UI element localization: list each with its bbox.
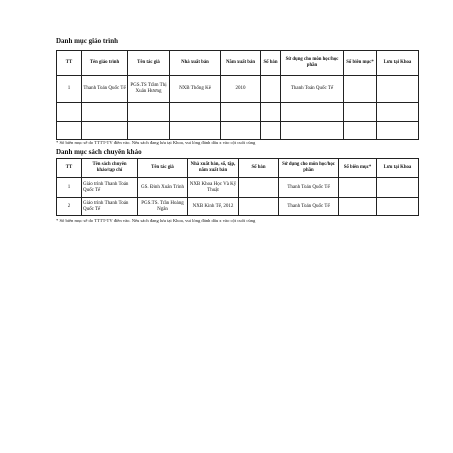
table-row xyxy=(57,198,419,216)
table-row xyxy=(57,103,419,122)
table-cell xyxy=(239,178,279,198)
table-cell xyxy=(170,103,221,122)
table-cell xyxy=(344,76,377,103)
table-cell xyxy=(82,122,128,140)
table-cell: Thanh Toán Quốc Tế xyxy=(82,76,128,103)
table-cell xyxy=(344,122,377,140)
table-cell: Giáo trình Thanh Toán Quốc Tế xyxy=(82,178,138,198)
table-cell xyxy=(377,103,419,122)
header-cell: Năm xuất bản xyxy=(221,51,261,76)
header-cell: Nhà xuất bản, số, tập, năm xuất bản xyxy=(188,159,239,178)
header-cell: Lưu tại Khoa xyxy=(377,51,419,76)
table-cell xyxy=(339,178,377,198)
table-row xyxy=(57,122,419,140)
header-cell: Số biên mục* xyxy=(339,159,377,178)
header-cell: Tên tác giả xyxy=(128,51,170,76)
table-cell: GS. Đinh Xuân Trình xyxy=(138,178,188,198)
table-cell: Thanh Toán Quốc Tế xyxy=(281,76,344,103)
table-cell: NXB Thống Kê xyxy=(170,76,221,103)
header-cell: Sử dụng cho môn học/học phần xyxy=(281,51,344,76)
table-cell: 2010 xyxy=(221,76,261,103)
section1-title: Danh mục giáo trình xyxy=(56,37,119,45)
header-cell: Lưu tại Khoa xyxy=(377,159,419,178)
table-cell xyxy=(170,122,221,140)
header-cell: Nhà xuất bản xyxy=(170,51,221,76)
table-cell: 2 xyxy=(57,198,82,216)
table-header-row xyxy=(57,51,419,76)
table-row xyxy=(57,178,419,198)
table-cell xyxy=(377,122,419,140)
table-cell xyxy=(261,76,281,103)
table-cell xyxy=(377,198,419,216)
table-cell: 1 xyxy=(57,76,82,103)
table-cell xyxy=(221,122,261,140)
monograph-table xyxy=(56,158,419,216)
table-cell: 1 xyxy=(57,178,82,198)
textbook-table xyxy=(56,50,419,140)
table-cell xyxy=(82,103,128,122)
section2-title: Danh mục sách chuyên khảo xyxy=(56,148,142,156)
header-cell: Sử dụng cho môn học/học phần xyxy=(279,159,339,178)
table-cell: PGS.TS. Trần Hoàng Ngân xyxy=(138,198,188,216)
table-cell xyxy=(128,122,170,140)
header-cell: Tên giáo trình xyxy=(82,51,128,76)
table-cell xyxy=(57,103,82,122)
header-cell: TT xyxy=(57,51,82,76)
table-cell: PGS.TS Trầm Thị Xuân Hương xyxy=(128,76,170,103)
table-row xyxy=(57,76,419,103)
header-cell: Tên tác giả xyxy=(138,159,188,178)
table-cell xyxy=(339,198,377,216)
table-cell xyxy=(57,122,82,140)
header-cell: Tên sách chuyên khảo/tạp chí xyxy=(82,159,138,178)
header-cell: Số bản xyxy=(261,51,281,76)
table-cell xyxy=(239,198,279,216)
table-cell: NXB Khoa Học Và Kỹ Thuật xyxy=(188,178,239,198)
section2-note: * Số biên mục sẽ do TTTT-TV điền vào. Nếu sách đang lưu tại Khoa, vui lòng đánh dấu x vào cột cuối cùng xyxy=(56,218,256,223)
table-cell xyxy=(377,178,419,198)
header-cell: TT xyxy=(57,159,82,178)
table-cell xyxy=(344,103,377,122)
table-cell: Thanh Toán Quốc Tế xyxy=(279,198,339,216)
table-cell xyxy=(128,103,170,122)
table-cell: NXB Kinh Tế, 2012 xyxy=(188,198,239,216)
table-cell xyxy=(281,103,344,122)
table-cell xyxy=(377,76,419,103)
table-cell: Thanh Toán Quốc Tế xyxy=(279,178,339,198)
header-cell: Số bản xyxy=(239,159,279,178)
table-cell xyxy=(281,122,344,140)
table-cell xyxy=(221,103,261,122)
header-cell: Số biên mục* xyxy=(344,51,377,76)
table-cell: Giáo trình Thanh Toán Quốc Tế xyxy=(82,198,138,216)
section1-note: * Số biên mục sẽ do TTTT-TV điền vào. Nếu sách đang lưu tại Khoa, vui lòng đánh dấu x vào cột cuối cùng xyxy=(56,140,256,145)
table-cell xyxy=(261,103,281,122)
table-cell xyxy=(261,122,281,140)
table-header-row xyxy=(57,159,419,178)
